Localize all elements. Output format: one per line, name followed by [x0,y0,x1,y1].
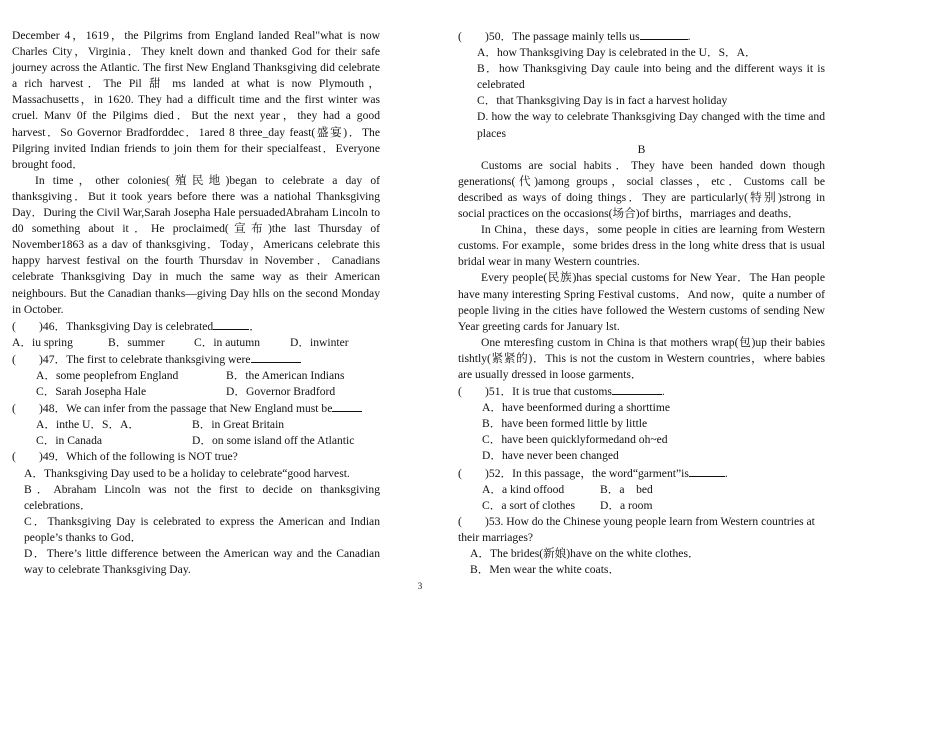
option-b: B．Men wear the white coats． [470,563,621,577]
question-50-stem: ( )50．The passage mainly tells us [458,30,640,43]
left-column [12,28,380,578]
passage-a-paragraph-1: December 4，1619，the Pilgrims from England landed Real"what is now Charles City，Virginia．They knelt down and thanked God for their safe journey across the Atlantic. The first New England Thanksgiving did celebrate a rich harvest．The Pil 甜 ms landed at what is now Plymouth，Massachusetts，in 1620. They had a difficult time and the first winter was cruel. Manv 0f the Pilgims died．But the next year，they had a good harvest．So Governor Bradforddec．1ared 8 three_day feast(盛宴)．The Pilgring invited Indian friends to join them for their specialfeast．Everyone brought food． [12,29,380,171]
option-b: B．Abraham Lincoln was not the first to decide on thanksgiving celebrations． [24,482,380,512]
question-51: ( )51．It is true that customs . A．have beenformed during a shorttime B．have been formed little by little C．have been quicklyformedand oh~ed D．have never been changed [458,383,825,464]
option-c: C．in Canada [36,434,103,448]
option-a: A．have beenformed during a shorttime [482,401,671,415]
section-heading-b: B [637,142,646,156]
option-b: B．the American Indians [226,368,345,382]
passage-b-paragraph-3: Every people(民族)has special customs for New Year．The Han people have many interesting Spring Festival customs．And now，quite a number of people living in the cities have followed the Western customs of sending New Year greeting cards for January lst. [458,271,825,333]
option-a: A．some peoplefrom England [36,368,179,382]
page-number: 3 [417,581,423,591]
question-48 [12,400,380,449]
passage-b-paragraph-2: In China，these days，some people in cities are learning from Western customs. For example，some brides dress in the long white dress that is usual bridal wear in many Western countries. [458,223,825,269]
question-49 [12,449,380,578]
question-46: ( )46．Thanksgiving Day is celebrated ． A．iu spring B．summer C．in autumn D．inwinter [12,318,380,351]
option-b: B．a bed [600,482,653,496]
option-d: D．a room [600,498,653,512]
passage-b-paragraph-1: Customs are social habits．They have been handed down though generations(代)among groups，social classes，etc．Customs call be described as ways of doing things．They are particularly(特别)strong in social practices on the occasions(场合)of births，marriages and deaths． [458,158,825,221]
right-column [458,28,825,578]
answer-blank [640,28,688,40]
option-d: D．on some island off the Atlantic [192,434,355,448]
answer-blank [213,318,249,330]
question-46-options [12,335,380,351]
option-c: C．Sarah Josepha Hale [36,385,147,399]
answer-blank [612,383,662,395]
option-b: B．summer [108,335,165,349]
option-b: B．have been formed little by little [482,417,648,431]
answer-blank [251,351,301,363]
option-d: D．have never been changed [482,449,619,463]
option-a: A．The brides(新娘)have on the white clothes． [470,547,700,560]
answer-blank [332,400,362,412]
question-48-stem: ( )48．We can infer from the passage that New England must be [12,402,333,416]
question-52: ( )52．In this passage，the word“garment”is . A．a kind offood B．a bed C．a sort of clothes D．a room [458,465,825,514]
option-c: C．that Thanksgiving Day is in fact a harvest holiday [477,94,728,108]
option-d: D．inwinter [290,335,349,349]
option-c: C．Thanksgiving Day is celebrated to express the American and Indian people’s thanks to God． [24,514,380,544]
option-c: C．in autumn [194,335,261,349]
option-a: A．how Thanksgiving Day is celebrated in the U．S．A． [477,46,757,60]
option-c: C．a sort of clothes [482,498,576,512]
option-a: A．iu spring [12,335,73,349]
answer-blank [689,465,725,477]
option-c: C．have been quicklyformedand oh~ed [482,433,668,447]
question-47 [12,351,380,400]
option-d: D. how the way to celebrate Thanksgiving Day changed with the time and places [477,110,825,140]
question-46-stem: ( )46．Thanksgiving Day is celebrated [12,319,214,333]
question-50: ( )50．The passage mainly tells us . A．how Thanksgiving Day is celebrated in the U．S．A． B．how Thanksgiving Day caule into being and the different ways it is celebrated C．that Thanksgiving Day is in fact a harvest holiday D. how the way to celebrate Thanksgiving Day changed with the time and places [458,28,825,142]
option-a: A．inthe U．S．A． [36,418,141,432]
question-53 [458,514,825,578]
question-52-stem: ( )52．In this passage，the word“garment”is [458,466,689,480]
question-53-stem: ( )53. How do the Chinese young people learn from Western countries at their marriages? [458,514,815,544]
option-d: D．There’s little difference between the American way and the Canadian way to celebrate Thanksgiving Day. [24,547,380,577]
option-b: B．how Thanksgiving Day caule into being and the different ways it is celebrated [477,62,825,92]
option-a: A．Thanksgiving Day used to be a holiday to celebrate“good harvest. [24,466,350,480]
question-47-stem: ( )47．The first to celebrate thanksgiving were [12,352,251,366]
passage-b-paragraph-4: One mteresfing custom in China is that mothers wrap(包)up their babies tishtly(紧紧的)．This is not the custom in Western countries，where babies are usually dressed in loose garments． [458,335,825,381]
option-d: D．Governor Bradford [226,385,336,399]
passage-a-paragraph-2: In time，other colonies(殖民地)began to celebrate a day of thanksgiving．But it took years before there was a natiohal Thanksgiving Day．During the Civil War,Sarah Josepha Hale persuadedAbraham Lincoln to d0 something about it．He proclaimed(宣布)the last Thursday of November1863 as a dav of thanksgiving．Today，Americans celebrate this happy harvest festival on the fourth Thursdav in November．Canadians celebrate Thanksgiving Day in much the same way as their American neighbours. But the Canadian thanks—giving Day hlls on the second Monday in October. [12,173,380,316]
option-b: B．in Great Britain [192,418,285,432]
option-a: A．a kind offood [482,482,565,496]
question-51-stem: ( )51．It is true that customs [458,385,612,399]
question-49-stem: ( )49．Which of the following is NOT true? [12,450,238,464]
